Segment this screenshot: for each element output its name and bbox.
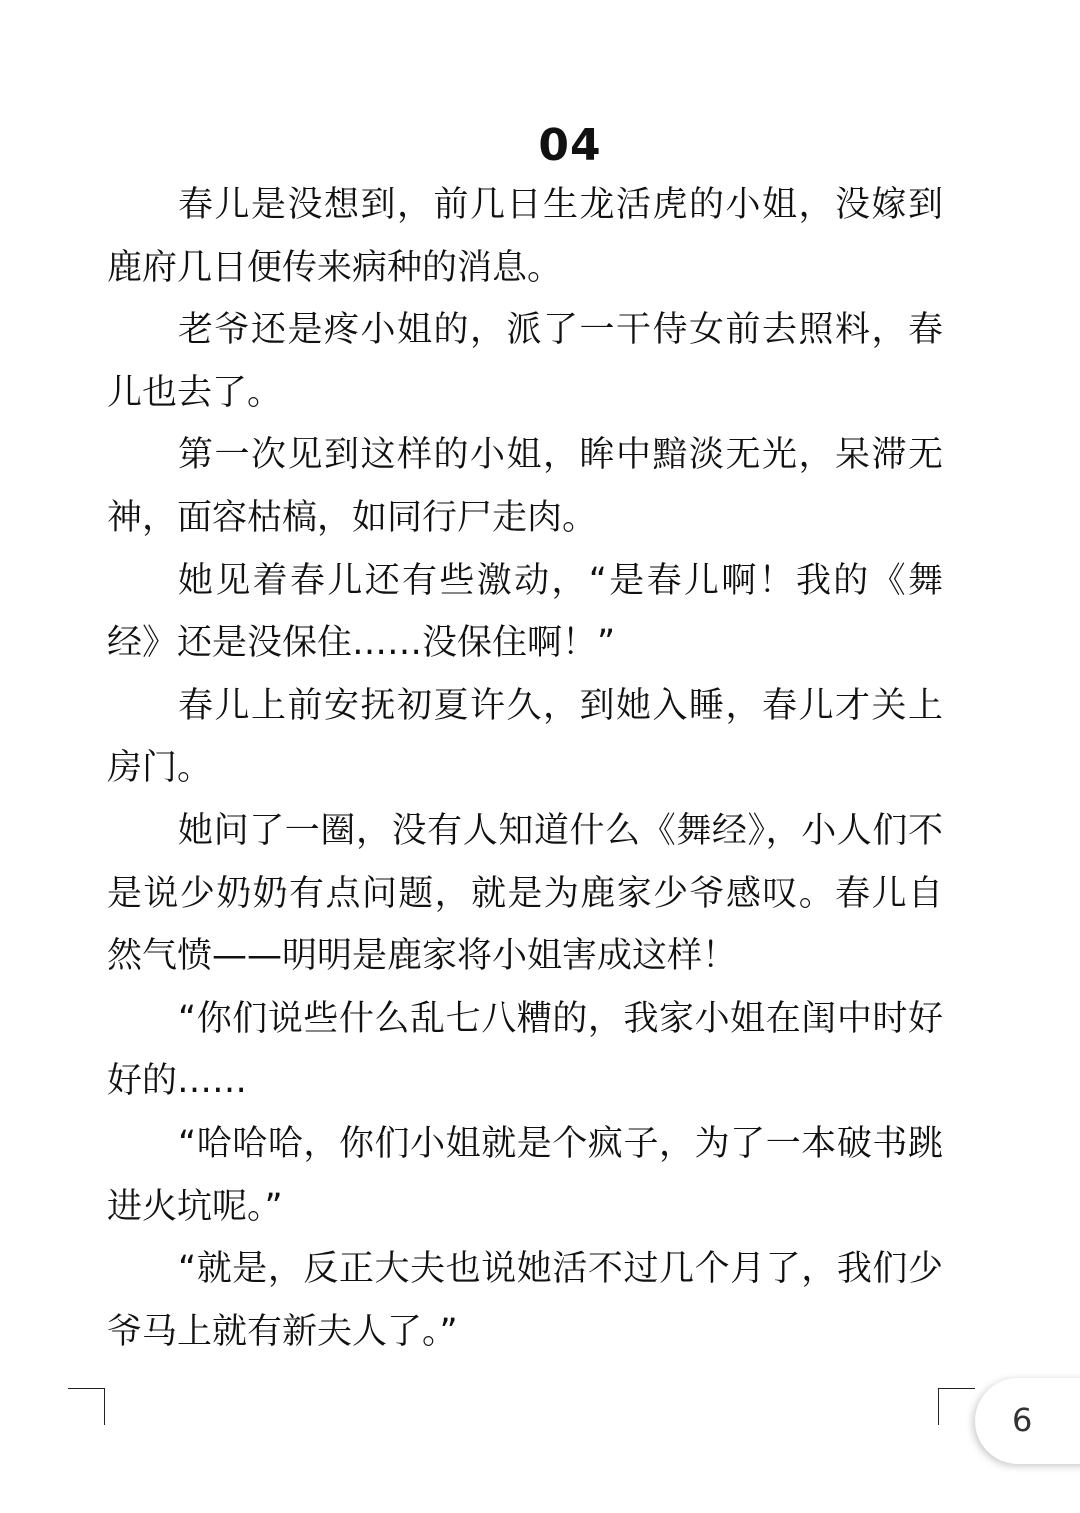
- crop-mark-right: [938, 1388, 975, 1425]
- paragraph: 她见着春儿还有些激动，“是春儿啊！我的《舞经》还是没保住……没保住啊！”: [107, 560, 943, 664]
- paragraph: 第一次见到这样的小姐，眸中黯淡无光，呆滞无神，面容枯槁，如同行尸走肉。: [107, 435, 943, 538]
- paragraph: 春儿上前安抚初夏许久，到她入睡，春儿才关上房门。: [107, 685, 943, 789]
- paragraph: “你们说些什么乱七八糟的，我家小姐在闺中时好好的……: [107, 998, 943, 1102]
- chapter-body: [107, 174, 943, 1363]
- page-number: 6: [1012, 1401, 1033, 1439]
- paragraph: “就是，反正大夫也说她活不过几个月了，我们少爷马上就有新夫人了。”: [107, 1249, 943, 1352]
- crop-mark-left: [68, 1388, 105, 1425]
- paragraph: 春儿是没想到，前几日生龙活虎的小姐，没嫁到鹿府几日便传来病种的消息。: [107, 185, 943, 288]
- paragraph: “哈哈哈，你们小姐就是个疯子，为了一本破书跳进火坑呢。”: [107, 1123, 943, 1227]
- paragraph: 她问了一圈，没有人知道什么《舞经》，小人们不是说少奶奶有点问题，就是为鹿家少爷感叹。春儿自然气愤——明明是鹿家将小姐害成这样！: [107, 810, 943, 977]
- chapter-title: 04: [538, 120, 602, 171]
- paragraph: 老爷还是疼小姐的，派了一干侍女前去照料，春儿也去了。: [107, 310, 943, 413]
